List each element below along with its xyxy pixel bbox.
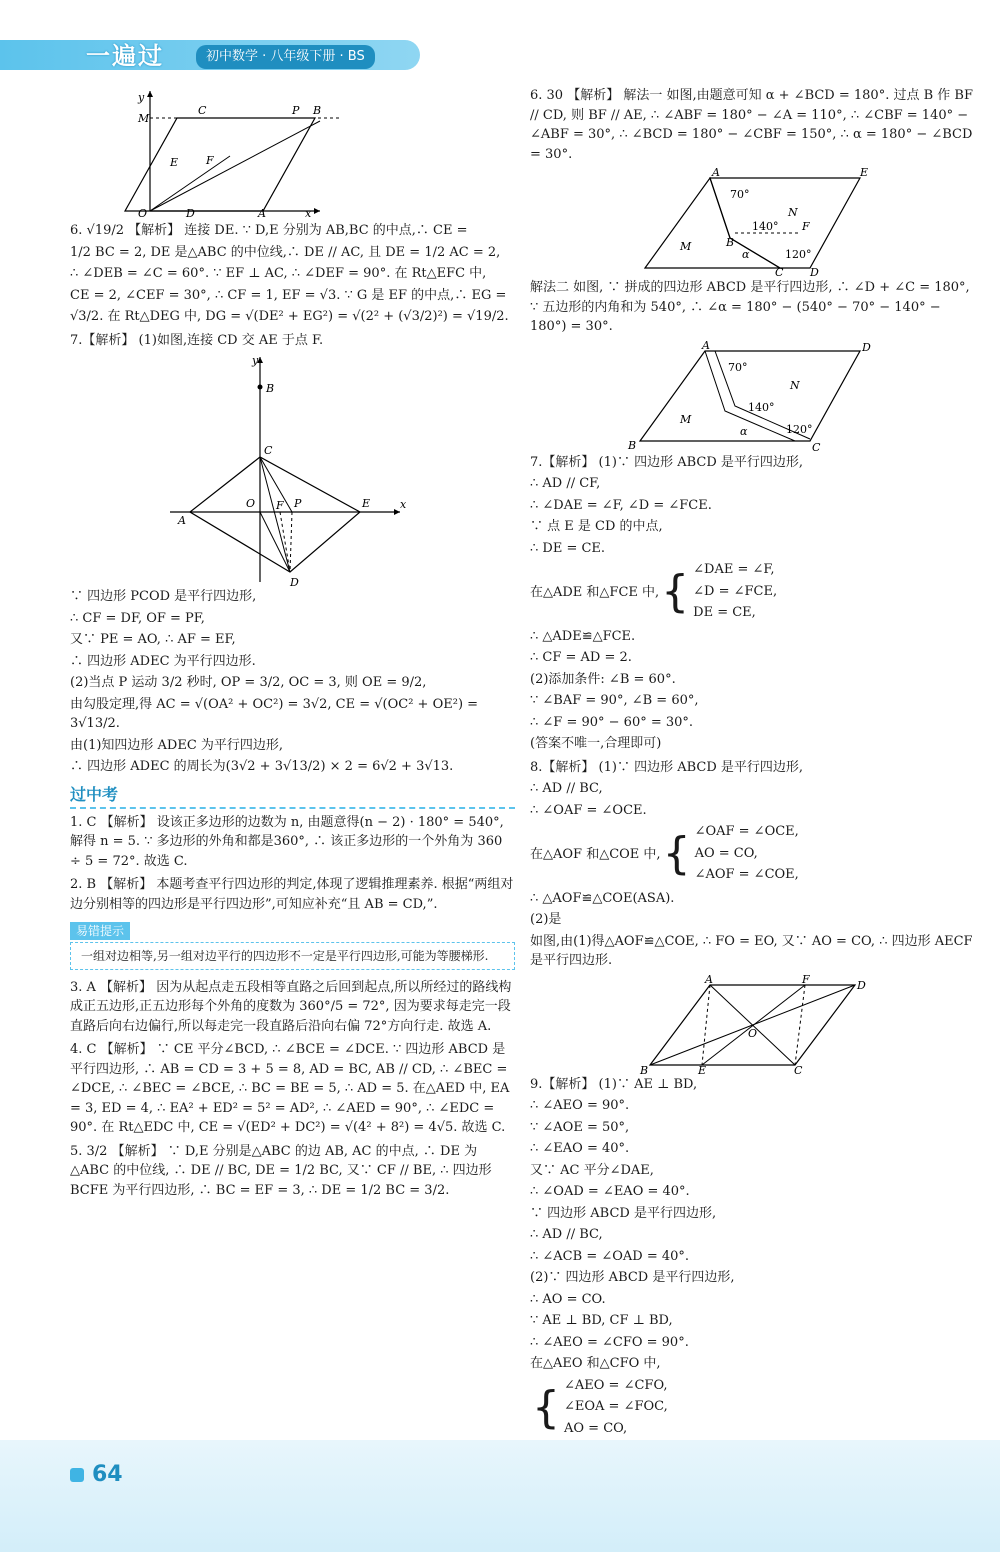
text-line: (答案不唯一,合理即可) — [530, 736, 662, 751]
fig1-label: x — [305, 207, 312, 220]
figure-parallelogram-aecf — [530, 972, 970, 1077]
equation-system — [530, 560, 975, 625]
figure-assembled-shape-2 — [530, 338, 970, 454]
text-line: AO = CO, — [694, 845, 758, 861]
fig1-label: F — [206, 154, 214, 167]
text-line: ∴ ∠AEO = ∠CFO = 90°. — [530, 1334, 689, 1350]
text-line: AO = CO, — [564, 1420, 628, 1436]
text-line: ∵ 点 E 是 CD 的中点, — [530, 519, 663, 534]
error-tip — [70, 922, 515, 970]
text-line: ∴ AD // BC, — [530, 781, 603, 796]
page-number: 64 — [92, 1462, 123, 1487]
fig1-label: D — [186, 207, 195, 220]
answer-6 — [70, 221, 515, 327]
equation-system — [530, 822, 975, 887]
text-line: 由(1)知四边形 ADEC 为平行四边形, — [70, 737, 284, 753]
brand-logo: 一遍过 — [86, 42, 164, 70]
answer-5: 5. 3/2 【解析】 ∵ D,E 分别是△ABC 的边 AB, AC 的中点, ∴ DE 为△ABC 的中位线, ∴ DE // BC, DE = 1/2 BC, 又∵ CF // BE, ∴ 四边形 BCFE 为平行四边形, ∴ BC = EF = 3, ∴ DE = 1/2 BC = 3/2. — [70, 1143, 492, 1198]
fig5-label: O — [748, 1026, 758, 1040]
fig3-label: E — [860, 166, 869, 179]
text-line: ∠DAE = ∠F, — [693, 562, 775, 577]
text-line: 又∵ AC 平分∠DAE, — [530, 1162, 654, 1178]
text-line: (2)∵ 四边形 ABCD 是平行四边形, — [530, 1270, 735, 1285]
fig2-label: D — [290, 576, 299, 589]
fig4-label: 70° — [728, 360, 748, 374]
text-line: ∵ AE ⊥ BD, CF ⊥ BD, — [530, 1313, 673, 1328]
fig3-label: A — [712, 166, 720, 179]
text-line: 9.【解析】 (1)∵ AE ⊥ BD, — [530, 1076, 698, 1092]
fig4-label: 140° — [748, 400, 775, 414]
answer-8-right — [530, 758, 975, 971]
fig3-label: F — [802, 220, 810, 233]
text-line: 6. √19/2 【解析】 连接 DE. ∵ D,E 分别为 AB,BC 的中点,∴ CE = — [70, 223, 468, 238]
fig5-label: D — [857, 978, 866, 992]
text-line: 7.【解析】 (1)∵ 四边形 ABCD 是平行四边形, — [530, 454, 804, 470]
fig1-label: M — [138, 112, 150, 125]
answer-2: 2. B 【解析】 本题考查平行四边形的判定,体现了逻辑推理素养. 根据“两组对边分别相等的四边形是平行四边形”,可知应补充“且 AB = CD,”. — [70, 877, 514, 912]
answer-7-right — [530, 453, 975, 754]
text-line: (2)是 — [530, 912, 562, 927]
tip-title: 易错提示 — [70, 922, 130, 940]
fig3-label: 140° — [752, 220, 779, 233]
fig4-label: B — [628, 438, 637, 452]
answer-6-method2: 解法二 如图, ∵ 拼成的四边形 ABCD 是平行四边形, ∴ ∠D + ∠C = 180°, ∵ 五边形的内角和为 540°, ∴ ∠α = 180° − (540° − 70° − 140° − 180°) = 30°. — [530, 280, 970, 334]
page-header — [0, 0, 1000, 78]
text-line: 又∵ PE = AO, ∴ AF = EF, — [70, 632, 236, 647]
fig1-label: A — [258, 207, 266, 220]
text-line: 1/2 BC = 2, DE 是△ABC 的中位线,∴ DE // AC, 且 DE = 1/2 AC = 2, — [70, 244, 501, 260]
figure-parallelogram-axes — [70, 86, 320, 221]
text-line: ∠D = ∠FCE, — [693, 583, 778, 599]
text-line: ∠AOF = ∠COE, — [694, 867, 799, 882]
text-line: ∴ ∠DEB = ∠C = 60°. ∵ EF ⊥ AC, ∴ ∠DEF = 90°. 在 Rt△EFC 中, — [70, 266, 487, 281]
text-line: 8.【解析】 (1)∵ 四边形 ABCD 是平行四边形, — [530, 759, 804, 775]
fig1-label: O — [138, 207, 148, 220]
fig1-label: P — [292, 104, 300, 117]
fig3-label: D — [810, 266, 819, 279]
fig2-label: x — [400, 498, 407, 511]
section-title: 过中考 — [70, 784, 119, 804]
fig3-label: α — [742, 248, 750, 261]
text-line: 由勾股定理,得 AC = √(OA² + OC²) = 3√2, CE = √(OC² + OE²) = 3√13/2. — [70, 696, 479, 731]
fig5-label: B — [640, 1063, 649, 1077]
fig5-label: C — [794, 1063, 803, 1077]
page-marker-icon — [70, 1468, 84, 1482]
answer-7 — [70, 331, 515, 777]
fig3-label: B — [726, 236, 735, 249]
fig3-label: 70° — [730, 188, 750, 201]
text-line: ∴ CF = DF, OF = PF, — [70, 610, 205, 626]
text-line: √3/2. 在 Rt△DEG 中, DG = √(DE² + EG²) = √(2² + (√3/2)²) = √19/2. — [70, 309, 509, 324]
text-line: (2)当点 P 运动 3/2 秒时, OP = 3/2, OC = 3, 则 OE = 9/2, — [70, 675, 427, 690]
fig2-label: E — [362, 497, 371, 510]
left-column — [70, 86, 515, 1204]
system-lines — [564, 1376, 668, 1441]
fig4-label: 120° — [786, 422, 813, 436]
system-lines — [695, 822, 799, 887]
text-line: ∴ ∠F = 90° − 60° = 30°. — [530, 714, 694, 730]
section-heading — [70, 783, 515, 809]
text-line: ∴ ∠ACB = ∠OAD = 40°. — [530, 1248, 690, 1264]
equation-system — [530, 1376, 975, 1441]
fig3-label: C — [775, 266, 784, 279]
answer-9-right — [530, 1075, 975, 1484]
answer-4: 4. C 【解析】 ∵ CE 平分∠BCD, ∴ ∠BCE = ∠DCE. ∵ 四边形 ABCD 是平行四边形, ∴ AB = CD = 3 + 5 = 8, AD = BC, AB // CD, ∴ ∠BEC = ∠DCE, ∴ ∠BEC = ∠BCE, ∴ BC = BE = 5, ∴ AD = 5. 在△AED 中, EA = 3, ED = 4, ∴ EA² + ED² = 5² = AD², ∴ ∠AED = 90°, ∴ ∠EDC = 90°. 在 Rt△EDC 中, CE = √(ED² + DC²) = √(4² + 8²) = 4√5. 故选 C. — [70, 1042, 510, 1135]
system-lines — [693, 560, 777, 625]
brace-glyph: { — [661, 566, 690, 618]
text-line: 7.【解析】 (1)如图,连接 CD 交 AE 于点 F. — [70, 332, 324, 348]
text-line: ∴ △ADE≌△FCE. — [530, 628, 636, 644]
brace-glyph: { — [662, 828, 691, 880]
text-line: ∴ ∠OAD = ∠EAO = 40°. — [530, 1184, 690, 1199]
figure-coordinate-rhombus — [70, 352, 410, 587]
page-footer — [0, 1440, 1000, 1552]
text-line: ∵ 四边形 PCOD 是平行四边形, — [70, 589, 257, 604]
text-line: ∴ AD // CF, — [530, 476, 601, 491]
right-column — [530, 86, 975, 1487]
fig1-label: y — [138, 91, 145, 104]
text-line: ∴ CF = AD = 2. — [530, 650, 632, 665]
text-line: 如图,由(1)得△AOF≌△COE, ∴ FO = EO, 又∵ AO = CO, ∴ 四边形 AECF 是平行四边形. — [530, 933, 973, 968]
text-line: ∠EOA = ∠FOC, — [564, 1399, 668, 1414]
fig5-label: A — [705, 972, 713, 986]
fig2-label: C — [264, 444, 273, 457]
fig2-label: P — [294, 497, 302, 510]
fig2-label: B — [266, 382, 275, 395]
fig4-label: M — [680, 412, 692, 426]
text-line: ∵ ∠AOE = 50°, — [530, 1119, 630, 1135]
text-line: ∵ 四边形 ABCD 是平行四边形, — [530, 1205, 717, 1221]
text-line: ∴ ∠EAO = 40°. — [530, 1141, 630, 1156]
text-line: ∴ 四边形 ADEC 的周长为(3√2 + 3√13/2) × 2 = 6√2 + 3√13. — [70, 759, 454, 774]
fig1-label: B — [313, 104, 322, 117]
fig4-label: N — [790, 378, 800, 392]
text-line: ∴ ∠OAF = ∠OCE. — [530, 802, 647, 818]
fig5-label: E — [698, 1063, 707, 1077]
tip-text: 一组对边相等,另一组对边平行的四边形不一定是平行四边形,可能为等腰梯形. — [70, 942, 515, 970]
fig2-label: F — [276, 499, 284, 512]
text-line: ∴ △AOF≌△COE(ASA). — [530, 890, 675, 906]
text-line: ∴ AO = CO. — [530, 1291, 606, 1307]
fig4-label: C — [812, 440, 821, 454]
fig1-label: E — [170, 156, 179, 169]
text-line: DE = CE, — [693, 605, 756, 620]
fig5-label: F — [802, 972, 810, 986]
fig3-label: N — [788, 206, 798, 219]
fig2-label: O — [246, 497, 256, 510]
answer-1: 1. C 【解析】 设该正多边形的边数为 n, 由题意得(n − 2) · 180° = 540°, 解得 n = 5. ∵ 多边形的外角和都是360°, ∴ 该正多边形的一个外角为 360 ÷ 5 = 72°. 故选 C. — [70, 814, 504, 869]
system-lead: 在△AOF 和△COE 中, — [530, 846, 661, 862]
text-line: ∴ ∠DAE = ∠F, ∠D = ∠FCE. — [530, 497, 712, 513]
text-line: ∴ AD // BC, — [530, 1227, 603, 1242]
series-badge: 初中数学 · 八年级下册 · BS — [196, 45, 375, 69]
brace-glyph: { — [532, 1381, 560, 1433]
fig4-label: α — [740, 424, 748, 438]
fig3-label: M — [680, 240, 692, 253]
text-line: ∴ DE = CE. — [530, 540, 606, 556]
text-line: CE = 2, ∠CEF = 30°, ∴ CF = 1, EF = √3. ∵ G 是 EF 的中点,∴ EG = — [70, 287, 507, 303]
system-lead: 在△ADE 和△FCE 中, — [530, 584, 660, 600]
fig1-label: C — [198, 104, 207, 117]
text-line: ∠AEO = ∠CFO, — [564, 1377, 668, 1393]
text-line: 在△AEO 和△CFO 中, — [530, 1356, 661, 1371]
answer-6-right: 6. 30 【解析】 解法一 如图,由题意可知 α + ∠BCD = 180°. 过点 B 作 BF // CD, 则 BF // AE, ∴ ∠ABF = 180° − ∠A = 110°, ∴ ∠CBF = 140° − ∠ABF = 30°, ∴ ∠BCD = 180° − ∠CBF = 150°, ∴ α = 180° − ∠BCD = 30°. — [530, 88, 973, 162]
fig3-label: 120° — [785, 248, 812, 261]
fig2-label: y — [252, 354, 259, 367]
answer-3: 3. A 【解析】 因为从起点走五段相等直路之后回到起点,所以所经过的路线构成正五边形,正五边形每个外角的度数为 360°/5 = 72°, 因为要求每走完一段直路后向右边偏行,所以每走完一段直路后沿向右偏 72°方向行走. 故选 A. — [70, 979, 512, 1034]
fig2-label: A — [178, 514, 186, 527]
text-line: ∴ 四边形 ADEC 为平行四边形. — [70, 653, 256, 669]
fig4-label: D — [862, 340, 871, 354]
text-line: ∴ ∠AEO = 90°. — [530, 1098, 630, 1113]
fig4-label: A — [702, 338, 710, 352]
text-line: (2)添加条件: ∠B = 60°. — [530, 671, 676, 687]
text-line: ∵ ∠BAF = 90°, ∠B = 60°, — [530, 693, 699, 708]
figure-assembled-shape-1 — [530, 168, 970, 278]
text-line: ∠OAF = ∠OCE, — [694, 824, 799, 839]
